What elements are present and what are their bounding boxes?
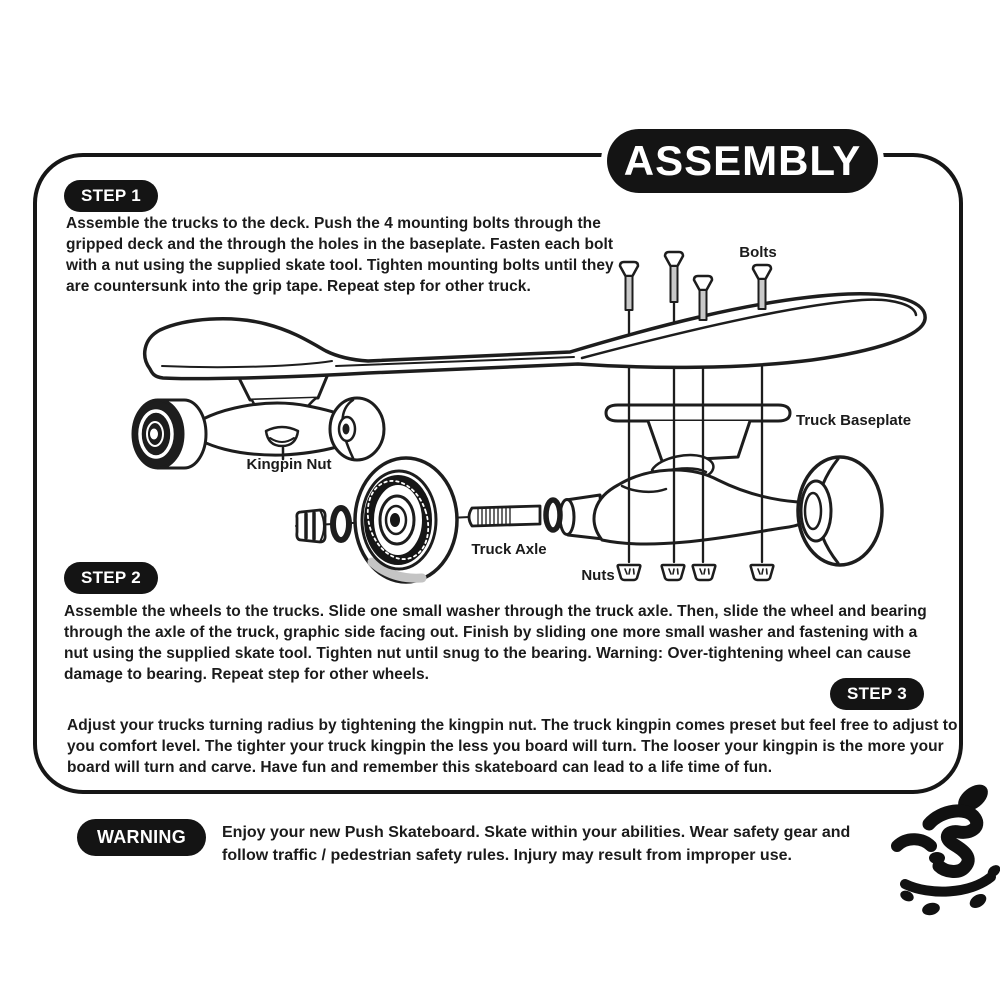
step3-label: STEP 3 (846, 684, 908, 703)
deck (145, 294, 925, 379)
warning-badge (77, 819, 206, 856)
step1-label: STEP 1 (80, 186, 142, 205)
small-washer (333, 508, 349, 540)
step2-badge (64, 562, 158, 594)
truck-axle-label: Truck Axle (471, 541, 547, 558)
rear-wheel (798, 457, 882, 565)
step1-text: Assemble the trucks to the deck. Push the 4 mounting bolts through the gripped deck and the through the holes in the baseplate. Fasten each bolt with a nut using the supplied skate tool. Tighten mounting bolts until they are countersunk into the grip tape. Repeat step for other truck. (66, 215, 614, 295)
page-title: ASSEMBLY (623, 137, 862, 184)
bolts-label: Bolts (739, 244, 777, 261)
step1-badge (64, 180, 158, 212)
mounting-nuts (618, 565, 774, 580)
axle-nut (297, 510, 325, 542)
exploded-wheel-assembly (296, 458, 560, 582)
push-skateboards-logo-icon (885, 772, 1000, 922)
step2-text: Assemble the wheels to the trucks. Slide one small washer through the truck axle. Then, slide the wheel and bearing through the axle of the truck, graphic side facing out. Finish by sliding one more small washer and fastening with a nut using the supplied skate tool. Tighten nut until snug to the bearing. Warning: Over-tightening wheel can cause damage to bearing. Repeat step for other wheels. (64, 603, 927, 683)
assembly-title-pill (607, 129, 878, 193)
truck-axle-rod (469, 506, 540, 526)
wheel-with-graphic (355, 458, 457, 582)
truck-baseplate-label: Truck Baseplate (796, 412, 912, 429)
warning-label: WARNING (96, 827, 187, 847)
warning-text: Enjoy your new Push Skateboard. Skate within your abilities. Wear safety gear and follow traffic / pedestrian safety rules. Injury may result from improper use. (222, 824, 851, 864)
rear-truck-exploded (560, 405, 816, 544)
step3-badge (830, 678, 924, 710)
kingpin-nut-label: Kingpin Nut (246, 456, 332, 473)
step3-text: Adjust your trucks turning radius by tightening the kingpin nut. The truck kingpin comes preset but feel free to adjust to you comfort level. The tighter your truck kingpin the less you board will turn. The looser your kingpin is the more your board will turn and carve. Have fun and remember this skateboard can lead to a life time of fun. (67, 717, 958, 776)
axle-washer (546, 500, 560, 530)
step2-label: STEP 2 (80, 568, 142, 587)
nuts-label: Nuts (581, 567, 615, 584)
